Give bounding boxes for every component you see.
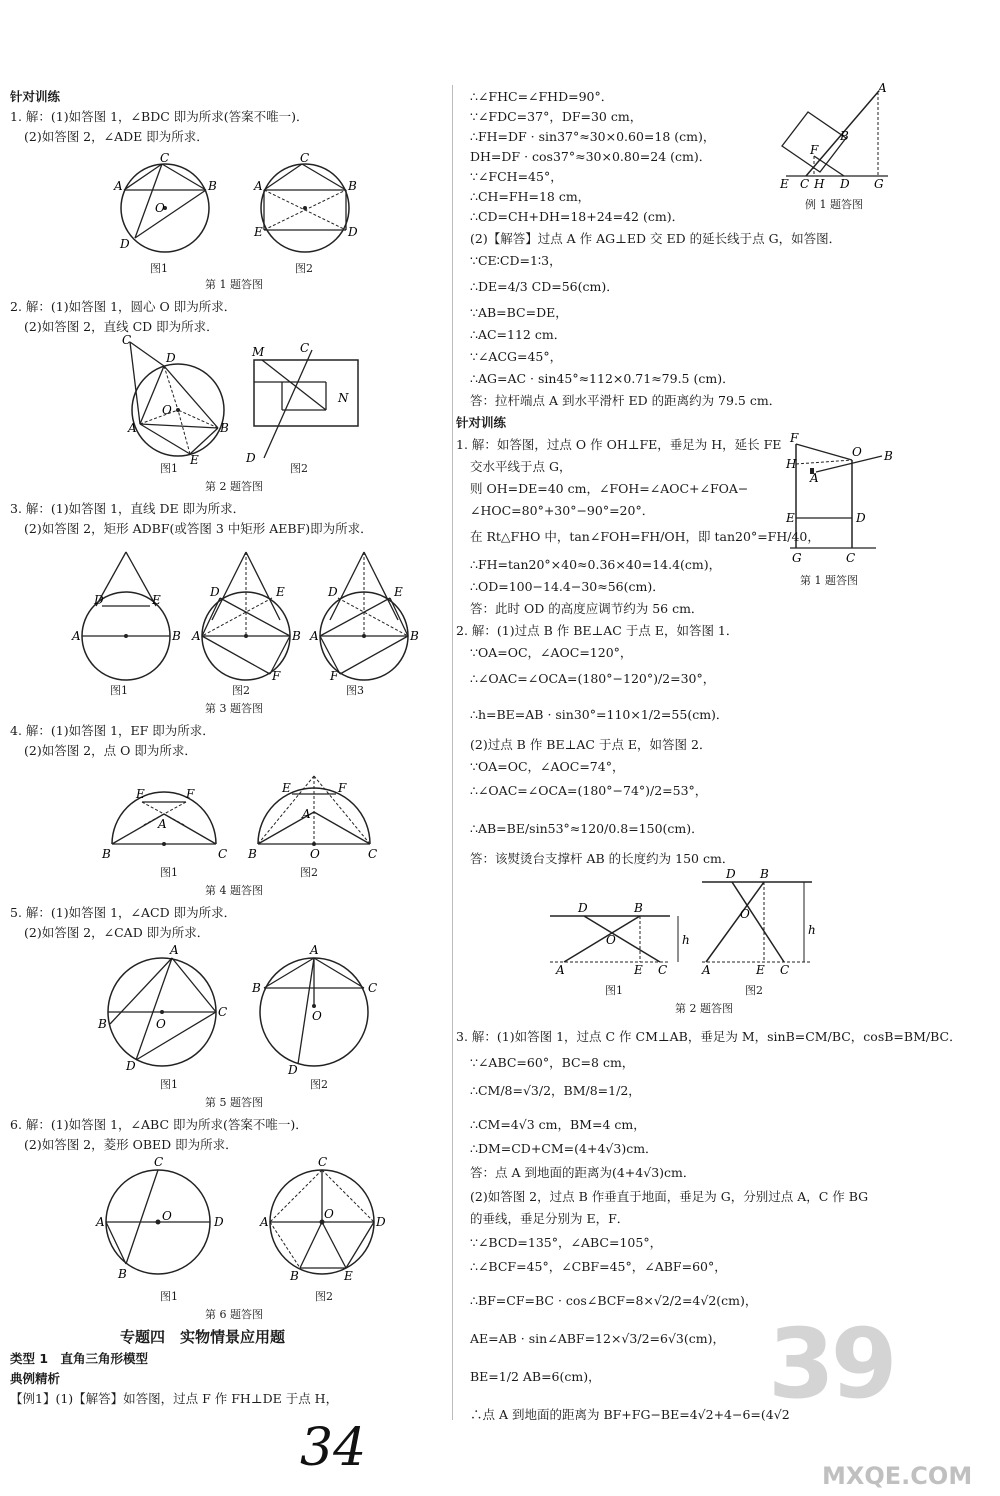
- svg-text:B: B: [884, 449, 893, 463]
- svg-text:A: A: [254, 179, 263, 193]
- svg-text:A: A: [158, 817, 167, 831]
- svg-text:O: O: [310, 847, 320, 861]
- svg-text:D: D: [120, 237, 130, 251]
- figure-label: 图2: [745, 984, 763, 997]
- r3-line: BE=1/2 AB=6(cm)，: [470, 1369, 601, 1384]
- svg-text:A: A: [810, 471, 819, 485]
- q3-line: (2)如答图 2，矩形 ADBF(或答图 3 中矩形 AEBF)即为所求．: [24, 521, 373, 536]
- svg-text:C: C: [160, 151, 170, 165]
- svg-text:O: O: [740, 907, 750, 921]
- figure-caption: 第 1 题答图: [205, 278, 263, 291]
- r2-figure-2: [698, 868, 828, 978]
- svg-text:E: E: [634, 963, 643, 977]
- r2-line: ∵OA=OC，∠AOC=74°，: [470, 759, 625, 774]
- svg-text:D: D: [840, 177, 850, 191]
- svg-text:A: A: [702, 963, 711, 977]
- svg-text:F: F: [810, 143, 819, 157]
- svg-text:A: A: [878, 81, 887, 95]
- figure-caption: 第 4 题答图: [205, 884, 263, 897]
- figure-label: 图2: [290, 462, 308, 475]
- r3-line: 3. 解：(1)如答图 1，过点 C 作 CM⊥AB，垂足为 M，sinB=CM/BC，cosB=BM/BC．: [456, 1029, 962, 1044]
- practice-heading: 针对训练: [10, 89, 61, 104]
- figure-label: 图2: [315, 1290, 333, 1303]
- svg-text:C: C: [300, 151, 310, 165]
- q3-figure-3: [310, 540, 420, 683]
- figure-caption: 第 3 题答图: [205, 702, 263, 715]
- svg-text:C: C: [218, 847, 228, 861]
- r3-line: 答：点 A 到地面的距离为(4+4√3)cm．: [470, 1165, 696, 1180]
- svg-text:B: B: [98, 1017, 107, 1031]
- svg-text:D: D: [726, 867, 736, 881]
- svg-text:E: E: [254, 225, 263, 239]
- svg-text:h: h: [808, 923, 816, 937]
- r1-line: 1. 解：如答图，过点 O 作 OH⊥FE，垂足为 H，延长 FE: [456, 437, 782, 452]
- figure-label: 图2: [232, 684, 250, 697]
- figure-label: 图1: [160, 462, 178, 475]
- ex1-line: ∵CE∶CD=1∶3，: [470, 253, 562, 268]
- svg-text:E: E: [786, 511, 795, 525]
- r3-line: ∴∠BCF=45°，∠CBF=45°，∠ABF=60°，: [470, 1259, 727, 1274]
- sub-title: 典例精析: [10, 1371, 61, 1386]
- r1-figure: [786, 430, 896, 570]
- svg-text:D: D: [94, 593, 104, 607]
- r3-line: (2)如答图 2，过点 B 作垂直于地面，垂足为 G，分别过点 A，C 作 BG: [470, 1189, 869, 1204]
- svg-text:D: D: [210, 585, 220, 599]
- svg-text:E: E: [282, 781, 291, 795]
- svg-text:F: F: [186, 787, 195, 801]
- q4-line: 4. 解：(1)如答图 1，EF 即为所求．: [10, 723, 215, 738]
- svg-text:B: B: [208, 179, 217, 193]
- q2-figure-1: [118, 333, 238, 468]
- svg-text:B: B: [252, 981, 261, 995]
- ex1-figure: [778, 81, 898, 194]
- q2-line: 2. 解：(1)如答图 1，圆心 O 即为所求．: [10, 299, 237, 314]
- r2-line: ∵OA=OC，∠AOC=120°，: [470, 645, 633, 660]
- svg-text:B: B: [220, 421, 229, 435]
- svg-text:D: D: [166, 351, 176, 365]
- ex1-line: ∴CD=CH+DH=18+24=42 (cm)．: [470, 209, 685, 224]
- svg-text:B: B: [292, 629, 301, 643]
- svg-text:O: O: [162, 403, 172, 417]
- q6-figure-1: [96, 1156, 226, 1286]
- ex1-line: ∵∠FCH=45°，: [470, 169, 563, 184]
- q2-line: (2)如答图 2，直线 CD 即为所求．: [24, 319, 219, 334]
- r2-line: ∴h=BE=AB · sin30°=110×1/2=55(cm)．: [470, 707, 729, 722]
- figure-caption: 第 2 题答图: [205, 480, 263, 493]
- svg-text:D: D: [348, 225, 358, 239]
- svg-text:C: C: [800, 177, 810, 191]
- svg-text:C: C: [846, 551, 856, 565]
- page-number: 39: [768, 1308, 894, 1420]
- svg-text:A: A: [72, 629, 81, 643]
- type-title: 类型 1 直角三角形模型: [10, 1351, 149, 1366]
- svg-text:D: D: [126, 1059, 136, 1073]
- figure-label: 图1: [160, 1290, 178, 1303]
- figure-label: 图1: [605, 984, 623, 997]
- svg-text:D: D: [328, 585, 338, 599]
- figure-caption: 第 6 题答图: [205, 1308, 263, 1321]
- r3-line: ∴CM=4√3 cm，BM=4 cm，: [470, 1117, 646, 1132]
- figure-caption: 第 5 题答图: [205, 1096, 263, 1109]
- figure-caption: 例 1 题答图: [805, 198, 863, 211]
- figure-label: 图1: [150, 262, 168, 275]
- svg-text:D: D: [376, 1215, 386, 1229]
- svg-text:E: E: [152, 593, 161, 607]
- r1-line: ∴OD=100−14.4−30≈56(cm)．: [470, 579, 665, 594]
- ex1-line: ∵∠FDC=37°，DF=30 cm，: [470, 109, 643, 124]
- svg-text:B: B: [634, 901, 643, 915]
- q1-line: 1. 解：(1)如答图 1，∠BDC 即为所求(答案不唯一)．: [10, 109, 309, 124]
- svg-text:D: D: [214, 1215, 224, 1229]
- svg-text:A: A: [96, 1215, 105, 1229]
- svg-text:E: E: [190, 453, 199, 467]
- svg-text:B: B: [348, 179, 357, 193]
- svg-text:E: E: [756, 963, 765, 977]
- figure-caption: 第 1 题答图: [800, 574, 858, 587]
- svg-text:E: E: [344, 1269, 353, 1283]
- svg-text:A: A: [260, 1215, 269, 1229]
- svg-text:C: C: [122, 333, 132, 347]
- r1-line: 交水平线于点 G，: [470, 459, 572, 474]
- r2-line: 2. 解：(1)过点 B 作 BE⊥AC 于点 E，如答图 1．: [456, 623, 739, 638]
- svg-text:O: O: [155, 201, 165, 215]
- r3-line: ∴点 A 到地面的距离为 BF+FG−BE=4√2+4−6=(4√2: [470, 1407, 790, 1422]
- svg-text:A: A: [192, 629, 201, 643]
- r3-line: 的垂线，垂足分别为 E，F．: [470, 1211, 630, 1226]
- svg-text:E: E: [394, 585, 403, 599]
- svg-text:C: C: [658, 963, 668, 977]
- column-divider: [452, 85, 453, 1420]
- ex1-line: ∴AG=AC · sin45°≈112×0.71≈79.5 (cm)．: [470, 371, 735, 386]
- svg-text:D: D: [578, 901, 588, 915]
- svg-text:O: O: [162, 1209, 172, 1223]
- svg-text:B: B: [102, 847, 111, 861]
- r1-line: ∠HOC=80°+30°−90°=20°．: [470, 503, 655, 518]
- watermark: MXQE.COM: [822, 1462, 973, 1490]
- svg-text:B: B: [760, 867, 769, 881]
- q5-figure-2: [250, 943, 380, 1077]
- figure-label: 图1: [160, 866, 178, 879]
- svg-text:C: C: [154, 1155, 164, 1169]
- q4-figure-2: [242, 768, 382, 861]
- svg-text:C: C: [218, 1005, 228, 1019]
- svg-text:M: M: [252, 345, 265, 359]
- svg-text:D: D: [856, 511, 866, 525]
- svg-text:D: D: [288, 1063, 298, 1077]
- figure-label: 图2: [295, 262, 313, 275]
- svg-text:D: D: [246, 451, 256, 465]
- svg-text:C: C: [300, 341, 310, 355]
- r3-line: ∴CM/8=√3/2，BM/8=1/2，: [470, 1083, 641, 1098]
- figure-label: 图2: [300, 866, 318, 879]
- svg-text:A: A: [310, 943, 319, 957]
- svg-text:A: A: [114, 179, 123, 193]
- r1-line: ∴FH=tan20°×40≈0.36×40=14.4(cm)，: [470, 557, 722, 572]
- svg-text:F: F: [338, 781, 347, 795]
- svg-text:A: A: [302, 807, 311, 821]
- r1-line: 则 OH=DE=40 cm，∠FOH=∠AOC+∠FOA−: [470, 481, 749, 496]
- figure-label: 图1: [160, 1078, 178, 1091]
- svg-text:O: O: [312, 1009, 322, 1023]
- r2-line: (2)过点 B 作 BE⊥AC 于点 E，如答图 2．: [470, 737, 712, 752]
- ex1-line: ∴AC=112 cm．: [470, 327, 567, 342]
- figure-caption: 第 2 题答图: [675, 1002, 733, 1015]
- svg-text:O: O: [156, 1017, 166, 1031]
- svg-text:E: E: [276, 585, 285, 599]
- handwritten-page-number: 34: [300, 1418, 367, 1478]
- r3-line: ∵∠ABC=60°，BC=8 cm，: [470, 1055, 635, 1070]
- q6-line: 6. 解：(1)如答图 1，∠ABC 即为所求(答案不唯一)．: [10, 1117, 308, 1132]
- svg-text:C: C: [780, 963, 790, 977]
- figure-label: 图1: [110, 684, 128, 697]
- ex1-line: ∴FH=DF · sin37°≈30×0.60=18 (cm)，: [470, 129, 716, 144]
- q5-line: (2)如答图 2，∠CAD 即为所求．: [24, 925, 210, 940]
- svg-text:B: B: [290, 1269, 299, 1283]
- q4-figure-1: [100, 768, 230, 861]
- svg-text:C: C: [368, 981, 378, 995]
- ex1-line: DH=DF · cos37°≈30×0.80=24 (cm)．: [470, 149, 712, 164]
- svg-text:F: F: [330, 669, 339, 683]
- svg-text:E: E: [780, 177, 789, 191]
- r2-line: ∴∠OAC=∠OCA=(180°−74°)/2=53°，: [470, 783, 708, 798]
- svg-text:H: H: [814, 177, 825, 191]
- ex1-line: ∵∠ACG=45°，: [470, 349, 563, 364]
- svg-text:O: O: [852, 445, 862, 459]
- svg-text:A: A: [128, 421, 137, 435]
- svg-text:F: F: [272, 669, 281, 683]
- ex1-line: (2)【解答】过点 A 作 AG⊥ED 交 ED 的延长线于点 G，如答图．: [470, 231, 842, 246]
- q5-line: 5. 解：(1)如答图 1，∠ACD 即为所求．: [10, 905, 237, 920]
- figure-label: 图3: [346, 684, 364, 697]
- q3-line: 3. 解：(1)如答图 1，直线 DE 即为所求．: [10, 501, 246, 516]
- ex1-line: ∴CH=FH=18 cm，: [470, 189, 591, 204]
- svg-text:A: A: [310, 629, 319, 643]
- svg-text:h: h: [682, 933, 690, 947]
- r2-line: 答：该熨烫台支撑杆 AB 的长度约为 150 cm．: [470, 851, 735, 866]
- r3-line: ∴BF=CF=BC · cos∠BCF=8×√2/2=4√2(cm)，: [470, 1293, 758, 1308]
- svg-text:E: E: [136, 787, 145, 801]
- svg-text:F: F: [790, 431, 799, 445]
- q2-figure-2: [242, 338, 372, 468]
- r3-line: ∵∠BCD=135°，∠ABC=105°，: [470, 1235, 663, 1250]
- q3-figure-2: [192, 540, 302, 683]
- q6-figure-2: [260, 1156, 390, 1286]
- svg-text:O: O: [324, 1207, 334, 1221]
- practice-heading: 针对训练: [456, 415, 507, 430]
- figure-label: 图2: [310, 1078, 328, 1091]
- svg-text:G: G: [874, 177, 884, 191]
- q3-figure-1: [72, 540, 182, 680]
- svg-text:B: B: [410, 629, 419, 643]
- example-line: 【例1】(1)【解答】如答图，过点 F 作 FH⊥DE 于点 H，: [10, 1391, 339, 1406]
- svg-text:G: G: [792, 551, 802, 565]
- svg-text:H: H: [786, 457, 797, 471]
- svg-text:B: B: [118, 1267, 127, 1281]
- r1-line: 答：此时 OD 的高度应调节约为 56 cm．: [470, 601, 704, 616]
- svg-text:B: B: [248, 847, 257, 861]
- r1-line: 在 Rt△FHO 中，tan∠FOH=FH/OH，即 tan20°=FH/40，: [470, 529, 820, 544]
- ex1-line: ∴∠FHC=∠FHD=90°．: [470, 89, 614, 104]
- svg-text:N: N: [338, 391, 349, 405]
- svg-text:B: B: [172, 629, 181, 643]
- q1-figure-1: [110, 150, 230, 270]
- q1-line: (2)如答图 2，∠ADE 即为所求．: [24, 129, 209, 144]
- ex1-line: 答：拉杆端点 A 到水平滑杆 ED 的距离约为 79.5 cm．: [470, 393, 782, 408]
- section-title: 专题四 实物情景应用题: [120, 1328, 286, 1346]
- svg-text:A: A: [170, 943, 179, 957]
- q4-line: (2)如答图 2，点 O 即为所求．: [24, 743, 197, 758]
- ex1-line: ∴DE=4/3 CD=56(cm)．: [470, 279, 619, 294]
- svg-text:C: C: [368, 847, 378, 861]
- r2-line: ∴AB=BE/sin53°≈120/0.8=150(cm)．: [470, 821, 704, 836]
- r3-line: ∴DM=CD+CM=(4+4√3)cm．: [470, 1141, 658, 1156]
- svg-text:O: O: [606, 933, 616, 947]
- ex1-line: ∵AB=BC=DE，: [470, 305, 568, 320]
- svg-text:A: A: [556, 963, 565, 977]
- r2-figure-1: [544, 896, 694, 976]
- r3-line: AE=AB · sin∠ABF=12×√3/2=6√3(cm)，: [470, 1331, 725, 1346]
- q5-figure-1: [98, 944, 228, 1074]
- svg-text:C: C: [318, 1155, 328, 1169]
- q6-line: (2)如答图 2，菱形 OBED 即为所求．: [24, 1137, 238, 1152]
- q1-figure-2: [250, 150, 370, 270]
- svg-text:B: B: [840, 129, 849, 143]
- r2-line: ∴∠OAC=∠OCA=(180°−120°)/2=30°，: [470, 671, 716, 686]
